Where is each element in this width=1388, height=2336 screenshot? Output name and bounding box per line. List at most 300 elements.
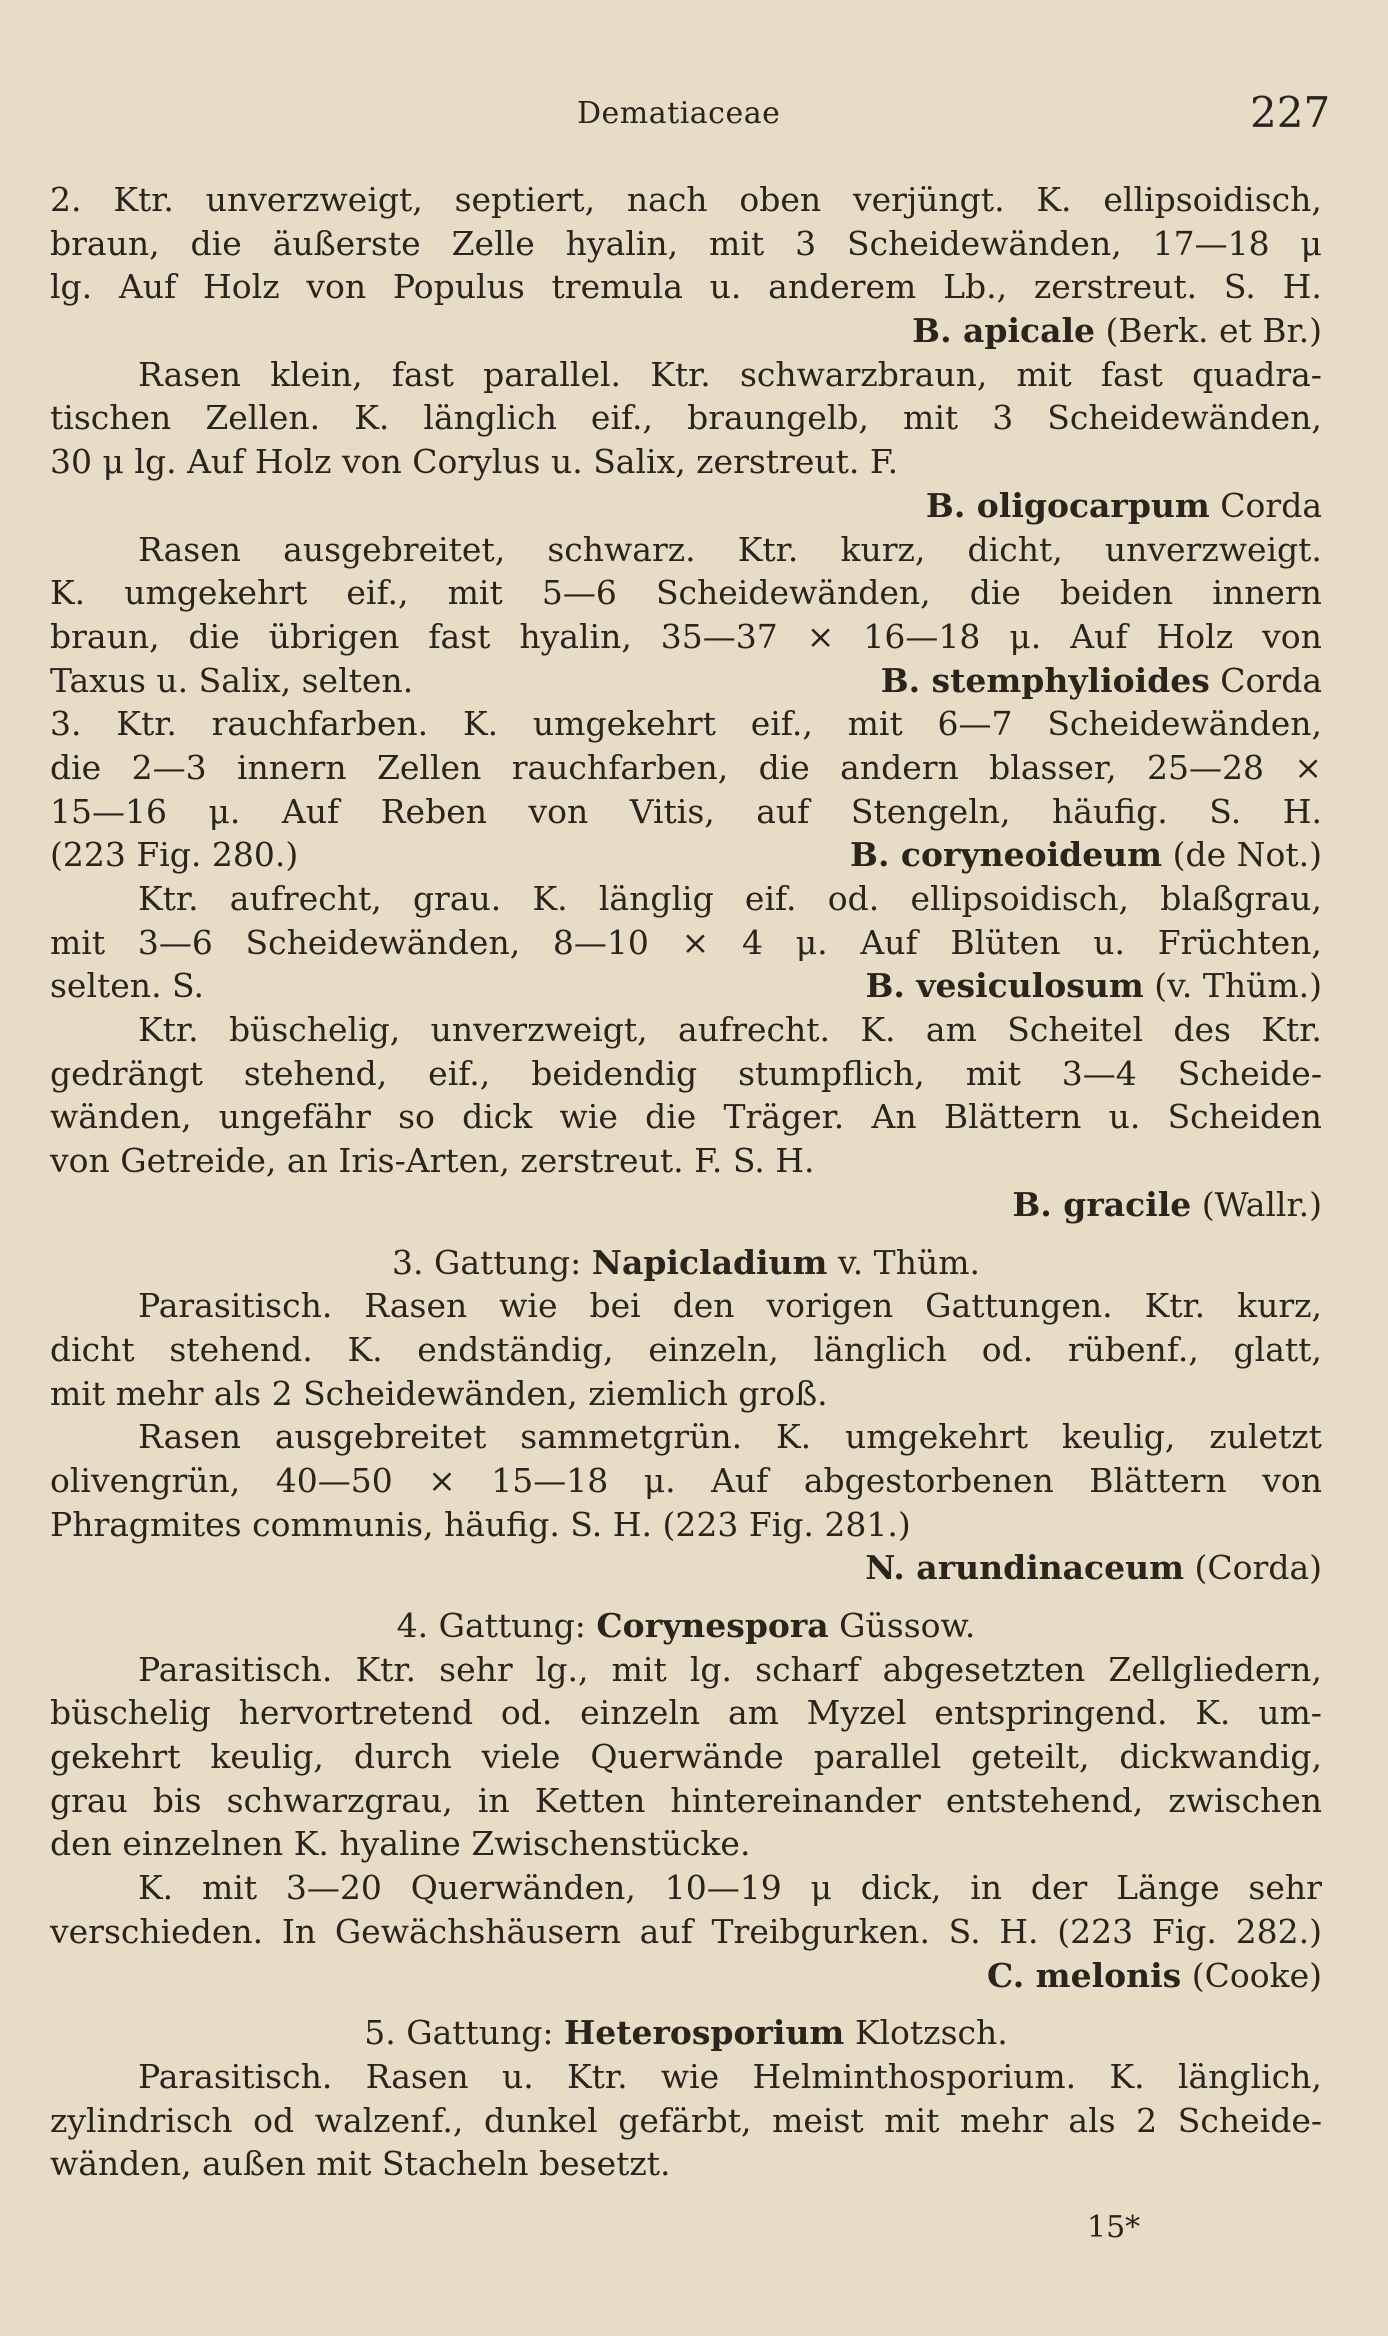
word: zuletzt <box>1209 1417 1322 1457</box>
word: gefärbt, <box>618 2100 752 2140</box>
word: vorigen <box>766 1286 894 1326</box>
word: Früchten, <box>1157 922 1322 962</box>
text-line <box>50 1910 1322 1954</box>
word: walzenf., <box>314 2100 464 2140</box>
word: × <box>1294 747 1322 787</box>
word: Auf <box>1070 616 1128 656</box>
text-line <box>50 484 1322 528</box>
word: Auf <box>281 791 340 831</box>
word: Zellen. <box>205 398 321 438</box>
word: so <box>398 1097 435 1137</box>
taxon-name: C. melonis <box>987 1955 1182 1995</box>
taxon-author: Klotzsch. <box>844 2013 1008 2053</box>
word: mit <box>903 398 959 438</box>
taxon-author: (Wallr.) <box>1191 1184 1322 1224</box>
taxon-name: N. arundinaceum <box>865 1548 1185 1588</box>
word: unverzweigt, <box>205 180 423 219</box>
word: Ktr. <box>567 2056 628 2096</box>
word: innern <box>1212 573 1322 613</box>
taxon-author: (Berk. et Br.) <box>1095 311 1322 351</box>
word: Gewächshäusern <box>334 1911 621 1951</box>
word: lg., <box>535 1649 589 1689</box>
genus-number: 4. Gattung: <box>396 1606 597 1645</box>
word: od <box>253 2100 295 2140</box>
word: Länge <box>1116 1868 1220 1908</box>
word: septiert, <box>454 180 596 219</box>
word: aufrecht. <box>678 1010 830 1050</box>
text-line <box>50 1648 1322 1692</box>
word: klein, <box>270 354 363 394</box>
word: stumpflich, <box>738 1053 925 1093</box>
text-line <box>50 1866 1322 1910</box>
word: 8—10 <box>552 922 649 962</box>
word: K. <box>1195 1693 1231 1733</box>
taxon-author: (de Not.) <box>1162 835 1322 875</box>
word: Ktr. <box>113 180 174 219</box>
word: Blättern <box>943 1097 1082 1137</box>
word: 3—20 <box>285 1868 382 1908</box>
text-line <box>50 265 1322 309</box>
word: Zelle <box>451 223 535 263</box>
word: länglig <box>598 879 714 918</box>
word: Stengeln, <box>850 791 1011 831</box>
word: lg. <box>689 1649 733 1689</box>
word: fast <box>1100 354 1163 394</box>
text-line <box>50 615 1322 659</box>
word: scharf <box>755 1649 860 1689</box>
word: H. <box>1282 791 1322 831</box>
word: innern <box>236 747 347 787</box>
word: glatt, <box>1233 1329 1322 1369</box>
word: Querwänden, <box>410 1868 636 1908</box>
word: übrigen <box>268 616 400 656</box>
page-number: 227 <box>1250 88 1331 137</box>
word: von <box>306 267 367 307</box>
word: 3 <box>795 223 817 263</box>
word: Ktr. <box>355 1649 417 1689</box>
word: mit <box>709 223 765 263</box>
taxon-name: B. stemphylioides <box>880 660 1210 700</box>
word: Rasen <box>138 1417 241 1457</box>
word: braungelb, <box>687 398 869 438</box>
word: wie <box>660 2056 720 2096</box>
word: hyalin, <box>565 223 679 263</box>
word: häufig. <box>1051 791 1168 831</box>
word: entspringend. <box>934 1693 1168 1733</box>
word: μ. <box>643 1460 676 1500</box>
word: nach <box>626 180 708 219</box>
word: od. <box>981 1329 1034 1369</box>
word: umgekehrt <box>124 573 308 613</box>
word: mit <box>611 1649 667 1689</box>
taxon-name: B. apicale <box>912 311 1096 351</box>
taxon-name: B. vesiculosum <box>865 966 1144 1006</box>
word: Vitis, <box>629 791 715 831</box>
word: μ. <box>1009 616 1042 656</box>
word: sehr <box>439 1649 513 1689</box>
line-text: mit mehr als 2 Scheidewänden, ziemlich groß. <box>50 1373 828 1413</box>
word: die <box>969 573 1021 613</box>
word: 282.) <box>1235 1911 1322 1951</box>
taxon-name-group <box>926 484 1322 528</box>
line-text: Taxus u. Salix, selten. <box>50 660 414 700</box>
printer-signature: 15* <box>1087 2210 1141 2245</box>
word: K. <box>354 398 390 438</box>
word: Auf <box>118 267 177 307</box>
word: dicht <box>50 1329 135 1369</box>
word: dick, <box>860 1868 942 1908</box>
taxon-name-group <box>397 1604 976 1648</box>
word: 15—18 <box>491 1460 609 1500</box>
word: K. <box>462 704 499 744</box>
text-line <box>50 2011 1322 2055</box>
text-line <box>50 1735 1322 1779</box>
word: mehr <box>959 2100 1048 2140</box>
word: mit <box>884 2100 940 2140</box>
word: sammetgrün. <box>520 1417 743 1457</box>
text-line <box>50 1284 1322 1328</box>
word: S. <box>1209 791 1242 831</box>
word: ungefähr <box>218 1097 371 1137</box>
word: Rasen <box>365 2056 469 2096</box>
word: auf <box>639 1911 693 1951</box>
word: Scheiden <box>1167 1097 1322 1137</box>
word: u. <box>501 2056 534 2096</box>
word: K. <box>1036 180 1072 219</box>
text-line <box>50 1008 1322 1052</box>
word: grau. <box>412 879 502 918</box>
word: kurz, <box>1237 1286 1322 1326</box>
taxon-author: Corda <box>1209 660 1322 700</box>
word: den <box>672 1286 735 1326</box>
word: Treibgurken. <box>711 1911 930 1951</box>
word: braun, <box>50 616 160 656</box>
word: 16—18 <box>863 616 981 656</box>
word: dicht, <box>967 529 1063 569</box>
word: 2—3 <box>131 747 207 787</box>
text-line <box>50 1415 1322 1459</box>
word: eif., <box>750 704 813 744</box>
word: μ <box>1300 223 1322 263</box>
taxon-name-group <box>881 659 1322 703</box>
taxon-author: (Cooke) <box>1181 1955 1322 1995</box>
word: Parasitisch. <box>138 1286 333 1326</box>
word: hyalin, <box>519 616 632 656</box>
word: ausgebreitet, <box>283 529 506 569</box>
word: In <box>281 1911 317 1951</box>
word: andern <box>840 747 959 787</box>
word: μ <box>810 1868 832 1908</box>
word: entstehend, <box>945 1780 1144 1820</box>
word: Scheide- <box>1177 1053 1322 1093</box>
word: rauchfarben. <box>211 704 429 744</box>
text-line <box>50 1052 1322 1096</box>
word: 6—7 <box>937 704 1013 744</box>
word: Scheitel <box>1007 1010 1144 1050</box>
word: Querwände <box>590 1737 784 1777</box>
word: Scheidewänden, <box>1047 398 1322 438</box>
word: lg. <box>50 267 93 307</box>
word: 2. <box>50 180 82 219</box>
word: An <box>871 1097 917 1137</box>
word: stehend. <box>169 1329 313 1369</box>
word: Ktr. <box>650 354 711 394</box>
word: Holz <box>1156 616 1234 656</box>
word: viele <box>481 1737 561 1777</box>
taxon-name: Napicladium <box>591 1242 828 1282</box>
text-line <box>50 309 1322 353</box>
word: aufrecht, <box>229 879 382 918</box>
word: büschelig <box>50 1693 211 1733</box>
word: abgesetzten <box>882 1649 1086 1689</box>
word: verschieden. <box>50 1911 264 1951</box>
word: keulig, <box>210 1737 324 1777</box>
word: geteilt, <box>971 1737 1090 1777</box>
text-line <box>50 921 1322 965</box>
text-line <box>50 571 1322 615</box>
taxon-name-group <box>865 1546 1322 1590</box>
word: 5—6 <box>541 573 617 613</box>
word: um- <box>1258 1693 1322 1733</box>
page-body <box>50 178 1322 2186</box>
text-line <box>50 702 1322 746</box>
word: 4 <box>742 922 764 962</box>
word: braun, <box>50 223 160 263</box>
taxon-name: B. gracile <box>1012 1184 1192 1224</box>
word: parallel <box>813 1737 942 1777</box>
line-text: selten. S. <box>50 966 204 1006</box>
word: 40—50 <box>275 1460 393 1500</box>
text-line <box>50 877 1322 921</box>
word: von <box>1262 1460 1322 1500</box>
word: von <box>528 791 589 831</box>
word: K. <box>532 879 568 918</box>
word: eif. <box>744 879 797 918</box>
word: 3 <box>992 398 1014 438</box>
word: unverzweigt, <box>430 1010 648 1050</box>
taxon-name-group <box>850 833 1322 877</box>
word: des <box>1173 1010 1231 1050</box>
word: Helminthosporium. <box>752 2056 1077 2096</box>
word: Ktr. <box>1261 1010 1322 1050</box>
word: 3. <box>50 704 82 744</box>
word: olivengrün, <box>50 1460 241 1500</box>
taxon-name: Corynespora <box>596 1606 829 1645</box>
word: Ktr. <box>138 1010 199 1050</box>
word: Ktr. <box>138 879 199 918</box>
text-line <box>50 1372 1322 1416</box>
word: S. <box>948 1911 981 1951</box>
word: Parasitisch. <box>138 1649 333 1689</box>
word: mit <box>847 704 903 744</box>
word: 17—18 <box>1152 223 1270 263</box>
text-line <box>50 1139 1322 1183</box>
word: Reben <box>380 791 487 831</box>
word: länglich <box>813 1329 948 1369</box>
text-line <box>50 440 1322 484</box>
word: gekehrt <box>50 1737 181 1777</box>
word: länglich <box>423 398 557 438</box>
word: die <box>190 223 242 263</box>
text-line <box>50 1691 1322 1735</box>
word: am <box>925 1010 977 1050</box>
word: blasser, <box>989 747 1117 787</box>
text-line <box>50 396 1322 440</box>
line-text: (223 Fig. 280.) <box>50 835 299 875</box>
taxon-name: B. coryneoideum <box>850 835 1163 875</box>
word: gedrängt <box>50 1053 203 1093</box>
text-line <box>50 2142 1322 2186</box>
word: bis <box>152 1780 202 1820</box>
word: Myzel <box>806 1693 907 1733</box>
word: schwarzgrau, <box>226 1780 453 1820</box>
word: keulig, <box>1061 1417 1176 1457</box>
word: dick <box>462 1097 533 1137</box>
word: 3—6 <box>137 922 213 962</box>
word: u. <box>709 267 742 307</box>
word: durch <box>353 1737 452 1777</box>
text-line <box>50 746 1322 790</box>
word: Scheidewänden, <box>847 223 1122 263</box>
word: anderem <box>768 267 917 307</box>
word: Auf <box>860 922 918 962</box>
text-line <box>50 790 1322 834</box>
word: Zellen <box>376 747 482 787</box>
word: K. <box>138 1868 174 1908</box>
word: zylindrisch <box>50 2100 233 2140</box>
word: μ. <box>795 922 828 962</box>
text-line <box>50 2055 1322 2099</box>
taxon-name-group <box>865 964 1322 1008</box>
word: als <box>1068 2100 1116 2140</box>
word: fast <box>391 354 454 394</box>
text-line <box>50 222 1322 266</box>
word: Rasen <box>364 1286 468 1326</box>
text-line <box>50 1095 1322 1139</box>
text-line <box>50 659 1322 703</box>
word: μ. <box>208 791 241 831</box>
word: 35—37 <box>660 616 778 656</box>
word: u. <box>1093 922 1125 962</box>
text-line <box>50 1503 1322 1547</box>
text-line <box>50 1604 1322 1648</box>
word: rübenf., <box>1067 1329 1199 1369</box>
word: × <box>681 922 710 962</box>
line-text: von Getreide, an Iris-Arten, zerstreut. F. S. H. <box>50 1141 815 1181</box>
word: Scheide- <box>1177 2100 1322 2140</box>
word: mit <box>50 922 106 962</box>
word: 25—28 <box>1146 747 1264 787</box>
word: 2 <box>1136 2100 1158 2140</box>
word: 15—16 <box>50 791 167 831</box>
word: Ktr. <box>1144 1286 1206 1326</box>
text-line <box>50 353 1322 397</box>
word: kurz, <box>840 529 926 569</box>
taxon-name-group <box>987 1954 1322 1998</box>
text-line <box>50 1822 1322 1866</box>
word: Zellgliedern, <box>1108 1649 1322 1689</box>
text-line <box>50 1779 1322 1823</box>
word: Ktr. <box>116 704 177 744</box>
word: S. <box>1223 267 1256 307</box>
text-line <box>50 1954 1322 1998</box>
word: eif., <box>346 573 409 613</box>
word: Lb., <box>943 267 1008 307</box>
line-text: den einzelnen K. hyaline Zwischenstücke. <box>50 1824 751 1864</box>
genus-number: 3. Gattung: <box>392 1242 592 1282</box>
word: od. <box>827 879 880 918</box>
word: Auf <box>711 1460 769 1500</box>
text-line <box>50 528 1322 572</box>
word: die <box>645 1097 697 1137</box>
word: bei <box>589 1286 641 1326</box>
text-line <box>50 1546 1322 1590</box>
word: K. <box>50 573 86 613</box>
running-header-title: Dematiaceae <box>577 96 781 131</box>
word: K. <box>347 1329 383 1369</box>
word: äußerste <box>272 223 421 263</box>
word: Rasen <box>138 529 241 569</box>
word: der <box>1030 1868 1088 1908</box>
taxon-name-group <box>392 1241 980 1285</box>
word: Gattungen. <box>925 1286 1113 1326</box>
word: eif., <box>428 1053 491 1093</box>
word: tischen <box>50 398 172 438</box>
word: × <box>806 616 835 656</box>
word: ellipsoidisch, <box>1103 180 1322 219</box>
word: Blättern <box>1089 1460 1227 1500</box>
word: Ktr. <box>737 529 799 569</box>
word: wie <box>559 1097 618 1137</box>
word: dunkel <box>483 2100 598 2140</box>
word: büschelig, <box>228 1010 401 1050</box>
word: blaßgrau, <box>1160 879 1322 918</box>
word: von <box>1262 616 1322 656</box>
word: Scheidewänden, <box>1047 704 1322 744</box>
taxon-name: B. oligocarpum <box>925 485 1210 525</box>
word: oben <box>739 180 822 219</box>
text-line <box>50 833 1322 877</box>
taxon-author: (Corda) <box>1184 1548 1322 1588</box>
word: Populus <box>392 267 525 307</box>
word: länglich, <box>1177 2056 1322 2096</box>
word: 3—4 <box>1061 1053 1137 1093</box>
word: einzeln <box>580 1693 701 1733</box>
word: umgekehrt <box>845 1417 1029 1457</box>
word: grau <box>50 1780 128 1820</box>
taxon-name: Heterosporium <box>564 2013 845 2053</box>
word: Holz <box>203 267 280 307</box>
word: abgestorbenen <box>803 1460 1054 1500</box>
word: rauchfarben, <box>511 747 729 787</box>
taxon-name-group <box>912 309 1322 353</box>
text-line <box>50 1241 1322 1285</box>
word: schwarz. <box>547 529 696 569</box>
word: beiden <box>1060 573 1174 613</box>
word: Rasen <box>138 354 241 394</box>
word: in <box>477 1780 510 1820</box>
text-line <box>50 1183 1322 1227</box>
word: Scheidewänden, <box>655 573 931 613</box>
word: Blüten <box>950 922 1061 962</box>
word: H. <box>999 1911 1039 1951</box>
word: wie <box>499 1286 558 1326</box>
word: dickwandig, <box>1119 1737 1322 1777</box>
word: od. <box>500 1693 553 1733</box>
word: mit <box>1016 354 1072 394</box>
word: wänden, <box>50 1097 192 1137</box>
word: hervortretend <box>238 1693 474 1733</box>
